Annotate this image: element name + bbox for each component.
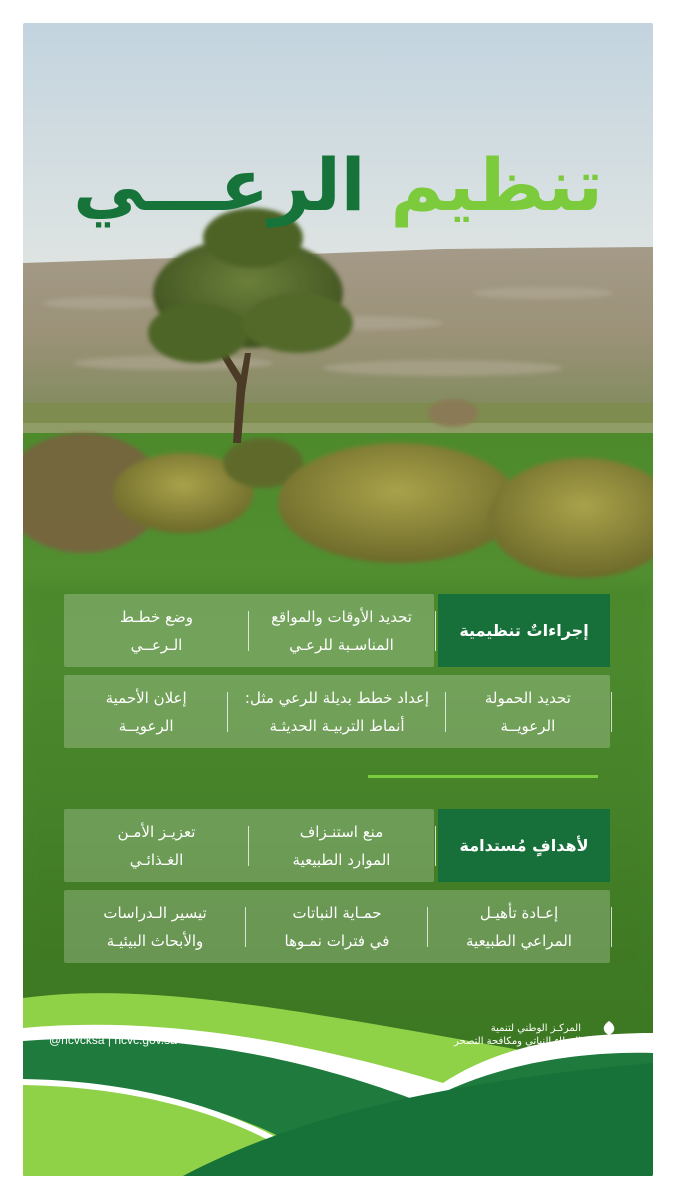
item-line: حمـاية النباتات [292, 903, 382, 922]
sustainable-item [249, 818, 434, 874]
item-line: إعلان الأحمية [105, 688, 187, 707]
item-line: أنماط التربيـة الحديثـة [269, 716, 405, 735]
item-line: الموارد الطبيعية [292, 850, 391, 869]
title-word-1: تنظيم [390, 143, 603, 227]
item-line: تحديد الحمولة [484, 688, 571, 707]
sustainable-item [64, 899, 246, 955]
item-line: المراعي الطبيعية [466, 931, 572, 950]
emblem-icon [589, 1017, 629, 1053]
regulatory-tag: إجراءاتٌ تنظيمية [438, 594, 610, 667]
item-line: المناسـبة للرعـي [289, 635, 394, 654]
item-line: إعـادة تأهيـل [479, 903, 559, 922]
regulatory-row-2 [64, 675, 610, 748]
org-name-line: المركـز الوطني لتنمية [490, 1023, 581, 1034]
item-line: تعزيـز الأمـن [117, 822, 196, 841]
sustainable-row-1 [64, 809, 434, 882]
section-divider [368, 775, 598, 778]
item-line: الرعويــة [500, 716, 556, 735]
social-handles: @ncvcksa | ncvc.gov.sa [49, 1033, 177, 1047]
regulatory-row-1 [64, 594, 434, 667]
item-line: منع استنـزاف [299, 822, 384, 841]
regulatory-item [64, 603, 249, 659]
org-name [454, 1022, 581, 1048]
item-line: الغـذائـي [129, 850, 184, 869]
sustainable-row-2 [64, 890, 610, 963]
title-word-2: الرعـــي [73, 143, 366, 227]
regulatory-item [249, 603, 434, 659]
item-line: الرعويــة [118, 716, 174, 735]
item-line: الـرعــي [130, 635, 183, 654]
item-line: تحديد الأوقات والمواقع [271, 607, 412, 626]
regulatory-item [228, 684, 446, 740]
sustainable-item [428, 899, 610, 955]
poster [23, 23, 653, 1176]
sustainable-item [64, 818, 249, 874]
item-line: في فترات نمـوها [284, 931, 390, 950]
sustainable-tag: لأهدافٍ مُستدامة [438, 809, 610, 882]
item-line: والأبحاث البيئيـة [106, 931, 204, 950]
regulatory-item [64, 684, 228, 740]
ncvc-logo [454, 1017, 629, 1053]
poster-title [23, 135, 653, 235]
item-line: تيسير الـدراسات [103, 903, 207, 922]
sustainable-item [246, 899, 428, 955]
item-line: إعداد خطط بديلة للرعي مثل: [244, 688, 430, 707]
item-line: وضع خطـط [120, 607, 193, 626]
org-name-line: الغطاء النباتي ومكافحة التصحر [453, 1036, 581, 1047]
regulatory-item [446, 684, 610, 740]
